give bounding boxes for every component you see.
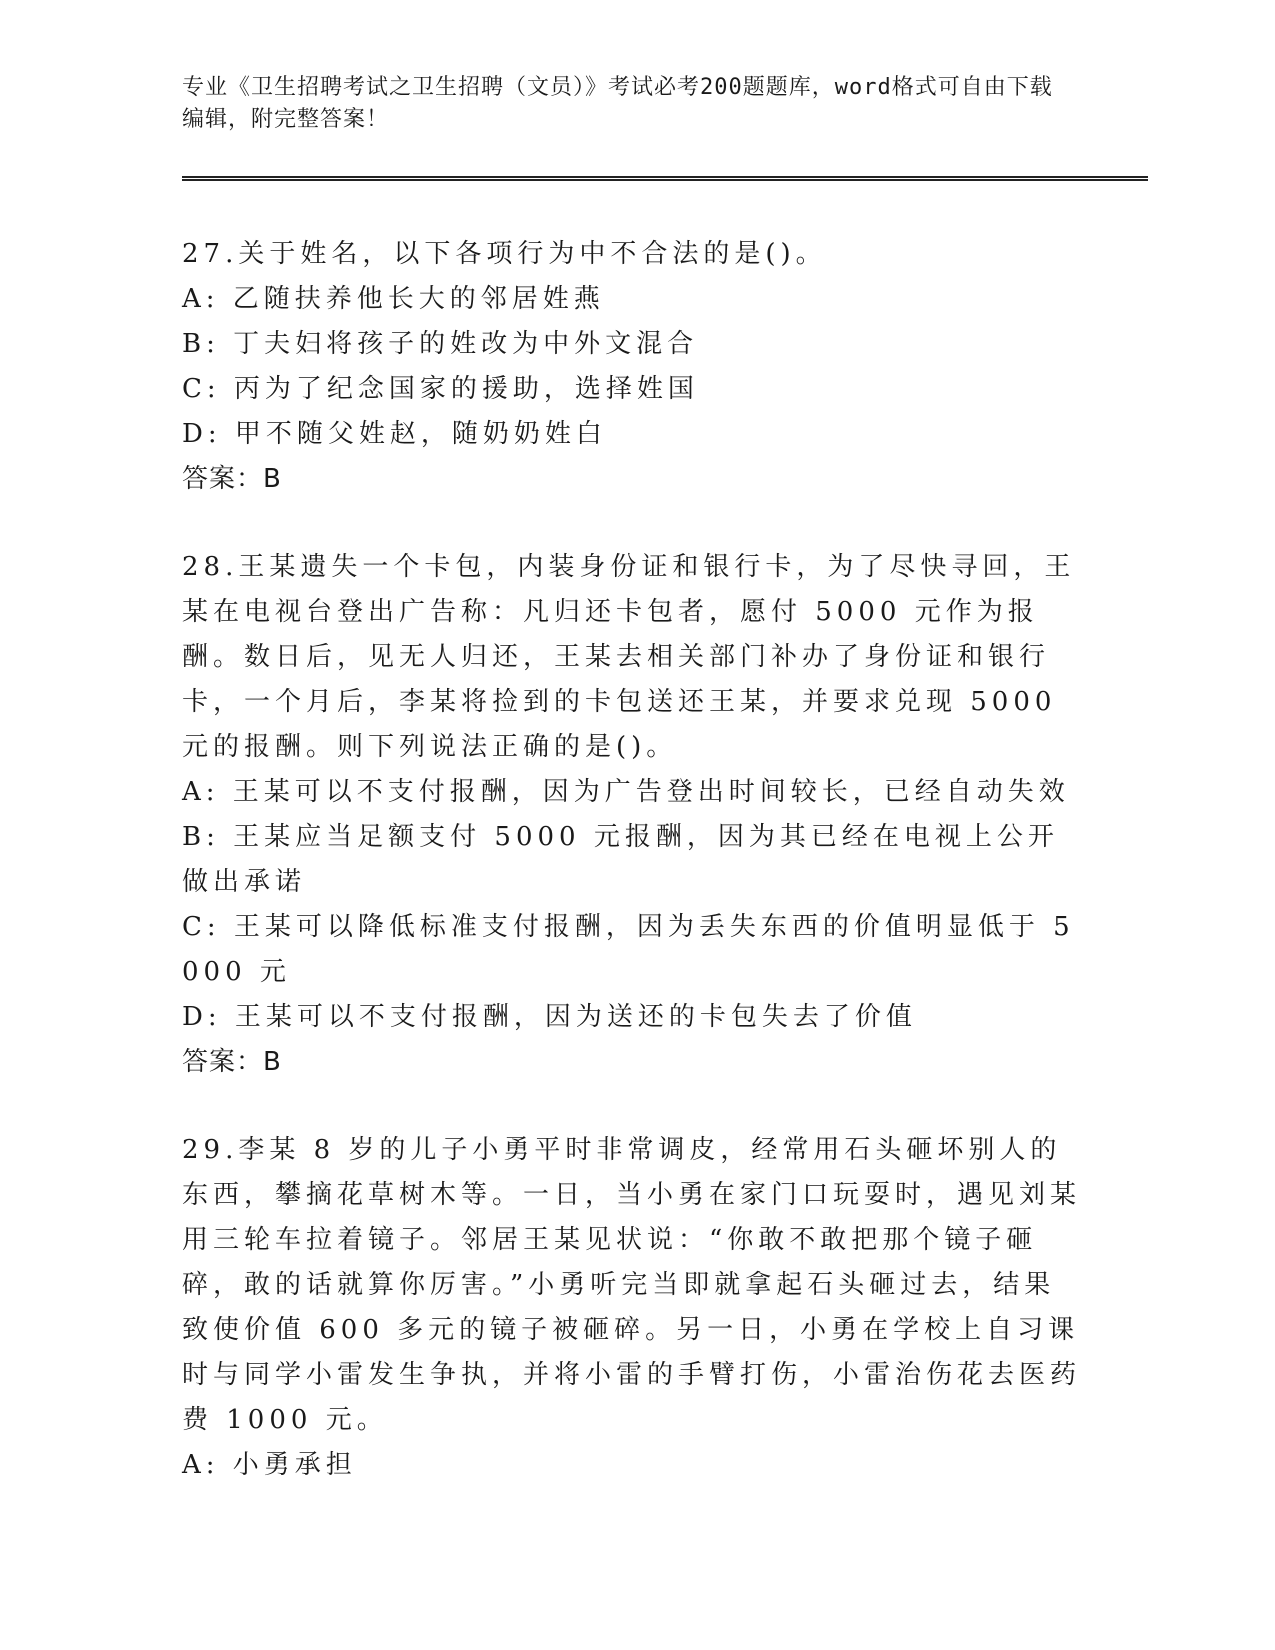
question-27 (182, 232, 1082, 502)
option-b: B: 王某应当足额支付 5000 元报酬，因为其已经在电视上公开做出承诺 (182, 822, 1059, 897)
question-list (182, 232, 1082, 1488)
question-29 (182, 1128, 1082, 1488)
question-28 (182, 545, 1082, 1085)
option-c: C: 丙为了纪念国家的援助，选择姓国 (182, 374, 699, 404)
answer-label: 答案：B (182, 1047, 282, 1077)
option-a: A: 王某可以不支付报酬，因为广告登出时间较长，已经自动失效 (182, 777, 1070, 807)
question-stem: 28.王某遗失一个卡包，内装身份证和银行卡，为了尽快寻回，王某在电视台登出广告称：凡归还卡包者，愿付 5000 元作为报酬。数日后，见无人归还，王某去相关部门补办了身份证和银行卡，一个月后，李某将捡到的卡包送还王某，并要求兑现 5000 元的报酬。则下列说法正确的是()。 (182, 552, 1076, 762)
option-d: D: 王某可以不支付报酬，因为送还的卡包失去了价值 (182, 1002, 917, 1032)
document-header: 专业《卫生招聘考试之卫生招聘（文员）》考试必考200题题库，word格式可自由下载编辑，附完整答案！ (182, 75, 1053, 132)
option-c: C: 王某可以降低标准支付报酬，因为丢失东西的价值明显低于 5000 元 (182, 912, 1075, 987)
question-stem: 29.李某 8 岁的儿子小勇平时非常调皮，经常用石头砸坏别人的东西，攀摘花草树木等。一日，当小勇在家门口玩耍时，遇见刘某用三轮车拉着镜子。邻居王某见状说：“你敢不敢把那个镜子砸碎，敢的话就算你厉害。”小勇听完当即就拿起石头砸过去，结果致使价值 600 多元的镜子被砸碎。另一日，小勇在学校上自习课时与同学小雷发生争执，并将小雷的手臂打伤，小雷治伤花去医药费 1000 元。 (182, 1135, 1082, 1435)
answer-label: 答案：B (182, 464, 282, 494)
question-stem: 27.关于姓名，以下各项行为中不合法的是()。 (182, 239, 827, 269)
option-a: A: 小勇承担 (182, 1450, 357, 1480)
header-double-rule (182, 176, 1148, 181)
option-b: B: 丁夫妇将孩子的姓改为中外文混合 (182, 329, 699, 359)
option-d: D: 甲不随父姓赵，随奶奶姓白 (182, 419, 607, 449)
option-a: A: 乙随扶养他长大的邻居姓燕 (182, 284, 605, 314)
